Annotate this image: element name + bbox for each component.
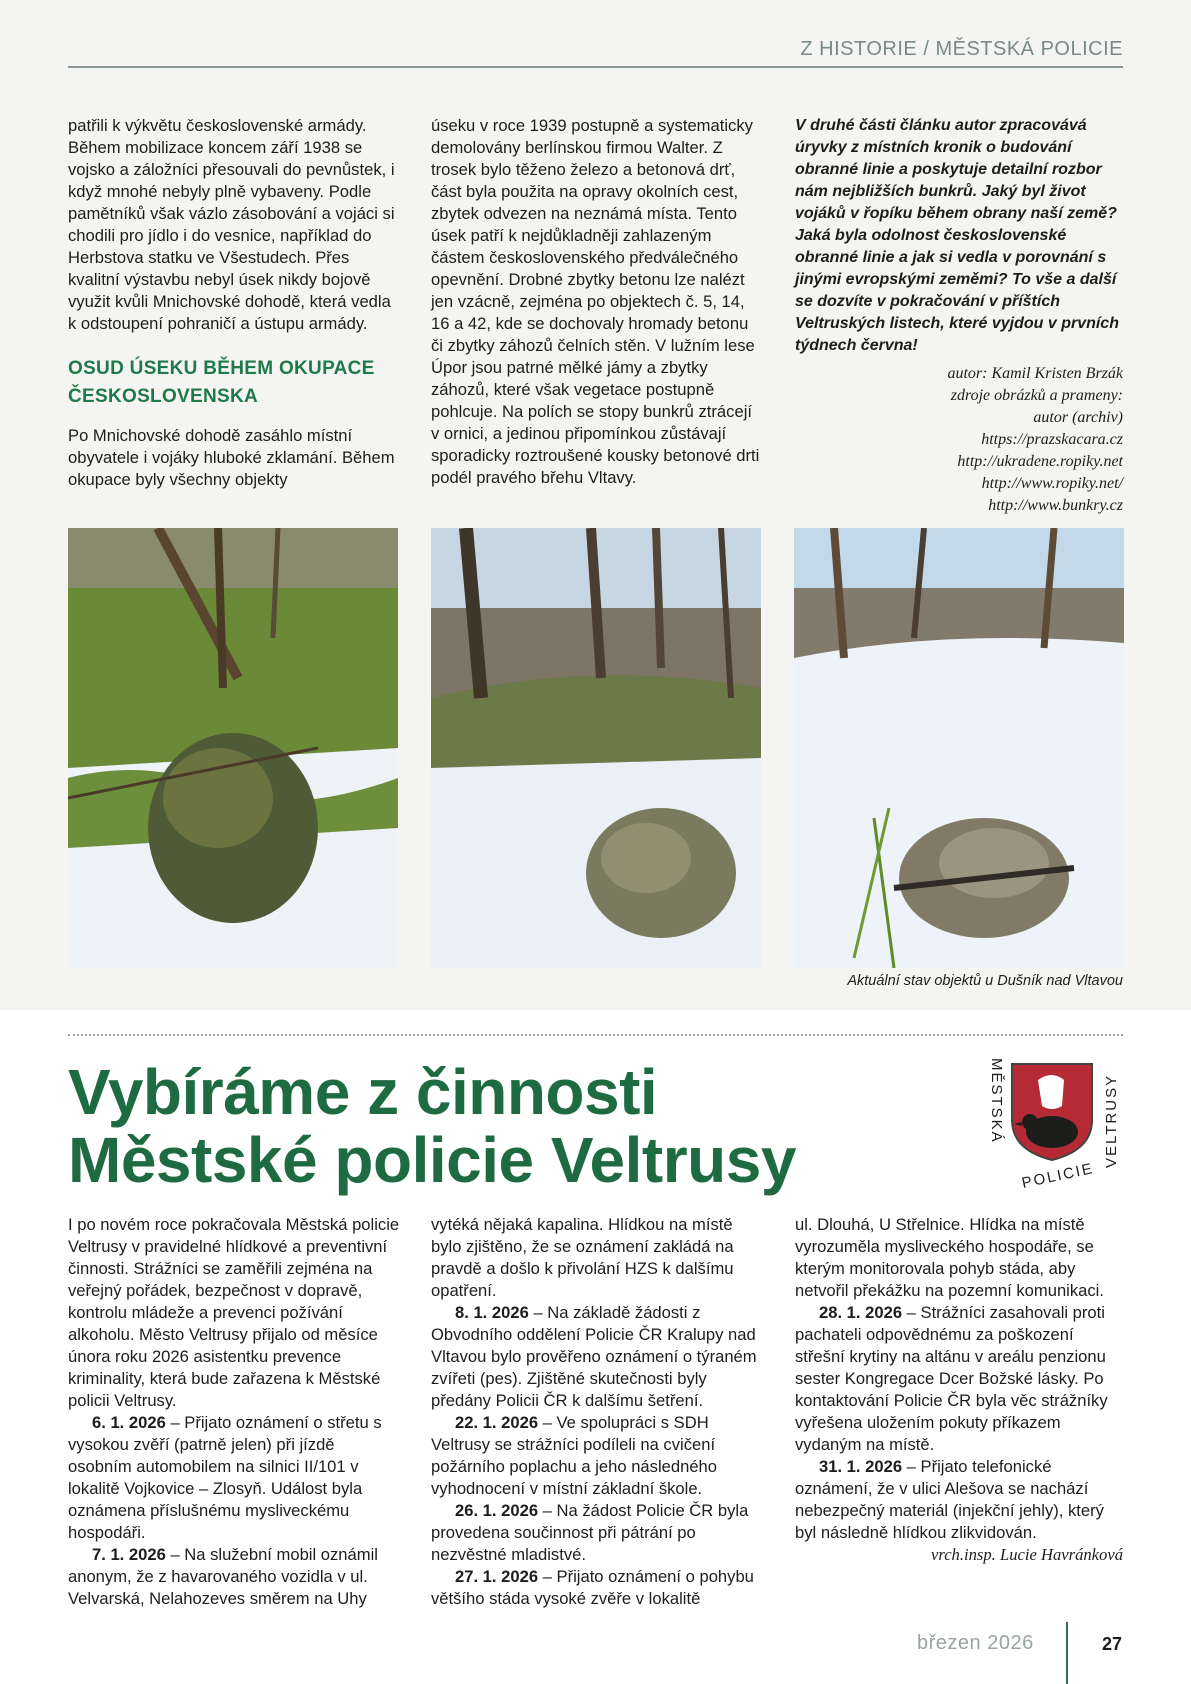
entry-text: – Na služební mobil oznámil anonym, že z havarovaného vozidla v ul. Velvarská, Nelahozeves směrem na Uhy	[68, 1545, 378, 1608]
credit-line: https://prazskacara.cz	[981, 431, 1123, 448]
city-police-logo	[978, 1050, 1128, 1200]
logo-text-right: VELTRUSY	[1103, 1073, 1120, 1168]
entry-date: 31. 1. 2026	[819, 1457, 903, 1476]
article1-column-3	[795, 115, 1123, 517]
police-column-1	[68, 1214, 400, 1610]
police-entry-continued: ul. Dlouhá, U Střelnice. Hlídka na místě vyrozuměla mysliveckého hospodáře, se kterým monitorovala pohyb stáda, aby netvořil překážku na pozemní komunikaci.	[795, 1215, 1104, 1300]
police-intro: I po novém roce pokračovala Městská policie Veltrusy v pravidelné hlídkové a preventivní činnosti. Strážníci se zaměřili zejména na veřejný pořádek, bezpečnost v dopravě, kontrolu mládeže a prevenci požívání alkoholu. Město Veltrusy přijalo od měsíce února roku 2026 asistentku prevence kriminality, která bude zařazena k Městské policii Veltrusy.	[68, 1215, 400, 1410]
article1-paragraph: Po Mnichovské dohodě zasáhlo místní obyvatele i vojáky hluboké zklamání. Během okupace byly všechny objekty	[68, 426, 395, 489]
section-heading: OSUD ÚSEKU BĚHEM OKUPACE ČESKOSLOVENSKA	[68, 358, 375, 407]
title-line: Městské policie Veltrusy	[68, 1124, 796, 1196]
entry-text: – Přijato telefonické oznámení, že v ulici Alešova se nachází nebezpečný materiál (injekční jehly), který byl následně hlídkou zlikvidován.	[795, 1457, 1104, 1542]
article1-column-1	[68, 115, 400, 491]
issue-month: březen 2026	[917, 1632, 1034, 1654]
entry-text: – Na základě žádosti z Obvodního oddělení Policie ČR Kralupy nad Vltavou bylo prověřeno oznámení o týraném zvířeti (pes). Zjištěné skutečnosti byly předány Policii ČR k dalšímu šetření.	[431, 1303, 757, 1410]
credit-line: zdroje obrázků a prameny:	[950, 387, 1123, 404]
police-column-3	[795, 1214, 1123, 1566]
title-line: Vybíráme z činnosti	[68, 1056, 658, 1128]
photo-bunker-remains-1	[68, 528, 398, 968]
entry-date: 6. 1. 2026	[92, 1413, 166, 1432]
entry-date: 7. 1. 2026	[92, 1545, 166, 1564]
police-column-2	[431, 1214, 763, 1610]
police-entry	[68, 1544, 400, 1610]
police-entry	[431, 1500, 763, 1566]
entry-text: – Na žádost Policie ČR byla provedena součinnost při pátrání po nezvěstné mladistvé.	[431, 1501, 749, 1564]
credit-line: autor: Kamil Kristen Brzák	[947, 365, 1123, 382]
continuation-teaser: V druhé části článku autor zpracovává úryvky z místních kronik o budování obranné linie a poskytuje detailní rozbor nám nejbližších bunkrů. Jaký byl život vojáků v řopíku během obrany naší země? Jaká byla odolnost československé obranné linie a jak si vedla v porovnání s jinými evropskými zeměmi? To vše a další se dozvíte v pokračování v příštích Veltruských listech, které vyjdou v prvních týdnech června!	[795, 117, 1119, 354]
police-article-title	[68, 1058, 828, 1194]
logo-text-bottom: POLICIE	[1020, 1160, 1096, 1192]
police-entry	[431, 1412, 763, 1500]
article-signature: vrch.insp. Lucie Havránková	[930, 1545, 1123, 1564]
photo-bunker-remains-2	[431, 528, 761, 968]
entry-date: 26. 1. 2026	[455, 1501, 539, 1520]
footer-divider	[1066, 1622, 1068, 1684]
credit-line: http://ukradene.ropiky.net	[957, 453, 1123, 470]
entry-date: 8. 1. 2026	[455, 1303, 529, 1322]
entry-date: 22. 1. 2026	[455, 1413, 539, 1432]
entry-date: 27. 1. 2026	[455, 1567, 539, 1586]
entry-text: – Přijato oznámení o pohybu většího stáda vysoké zvěře v lokalitě	[431, 1567, 754, 1608]
photo-caption: Aktuální stav objektů u Dušník nad Vltavou	[847, 973, 1123, 989]
entry-text: – Ve spolupráci s SDH Veltrusy se strážníci podíleli na cvičení požárního poplachu a jeho následného vyhodnocení v místní základní škole.	[431, 1413, 718, 1498]
article1-paragraph: úseku v roce 1939 postupně a systematicky demolovány berlínskou firmou Walter. Z trosek bylo těženo železo a betonová drť, část byla použita na opravy okolních cest, zbytek odvezen na neznámá místa. Tento úsek patří k nejdůkladněji zahlazeným částem československého předválečného opevnění. Drobné zbytky betonu lze nalézt jen vzácně, zejména po objektech č. 5, 14, 16 a 42, kde se dochovaly hromady betonu či zbytky záhozů čelních stěn. V lužním lese Úpor jsou patrné mělké jámy a zbytky záhozů, které však vegetace postupně pohlcuje. Na polích se stopy bunkrů ztrácejí v ornici, a jedinou připomínkou zůstávají sporadicky roztroušené kousky betonové drti podél pravého břehu Vltavy.	[431, 116, 760, 487]
article1-paragraph: patřili k výkvětu československé armády. Během mobilizace koncem září 1938 se vojsko a záložníci přesouvali do pevnůstek, i když mnohé nebyly plně vybaveny. Podle pamětníků však vázlo zásobování a vojáci si chodili pro jídlo i do vesnice, například do Herbstova statku ve Všestudech. Přes kvalitní výstavbu nebyl úsek nikdy bojově využit kvůli Mnichovské dohodě, která vedla k odstoupení pohraničí a ústupu armády.	[68, 116, 395, 333]
credit-line: http://www.bunkry.cz	[988, 497, 1123, 514]
header-divider	[68, 66, 1123, 68]
police-entry	[795, 1456, 1123, 1544]
entry-text: – Strážníci zasahovali proti pachateli odpovědnému za poškození střešní krytiny na altánu v areálu penzionu sester Kongregace Dcer Božské lásky. Po kontaktování Policie ČR byla věc strážníky vyřešena uložením pokuty příkazem vydaným na místě.	[795, 1303, 1108, 1454]
entry-date: 28. 1. 2026	[819, 1303, 903, 1322]
police-entry	[68, 1412, 400, 1544]
credit-line: autor (archiv)	[1033, 409, 1123, 426]
section-header: Z HISTORIE / MĚSTSKÁ POLICIE	[800, 38, 1123, 60]
police-entry	[795, 1302, 1123, 1456]
police-entry	[431, 1302, 763, 1412]
police-entry	[431, 1566, 763, 1610]
entry-text: – Přijato oznámení o střetu s vysokou zvěří (patrně jelen) při jízdě osobním automobilem na silnici II/101 v lokalitě Vojkovice – Zlosyň. Událost byla oznámena příslušnému mysliveckému hospodáři.	[68, 1413, 382, 1542]
section-divider	[68, 1034, 1123, 1036]
photo-bunker-remains-3	[794, 528, 1124, 968]
logo-text-top: MĚSTSKÁ	[988, 1058, 1005, 1144]
credits-block	[795, 363, 1123, 517]
article1-column-2	[431, 115, 763, 489]
credit-line: http://www.ropiky.net/	[981, 475, 1123, 492]
page-number: 27	[1102, 1634, 1123, 1654]
police-entry-continued: vytéká nějaká kapalina. Hlídkou na místě bylo zjištěno, že se oznámení zakládá na pravdě a došlo k přivolání HZS k dalšímu opatření.	[431, 1215, 734, 1300]
